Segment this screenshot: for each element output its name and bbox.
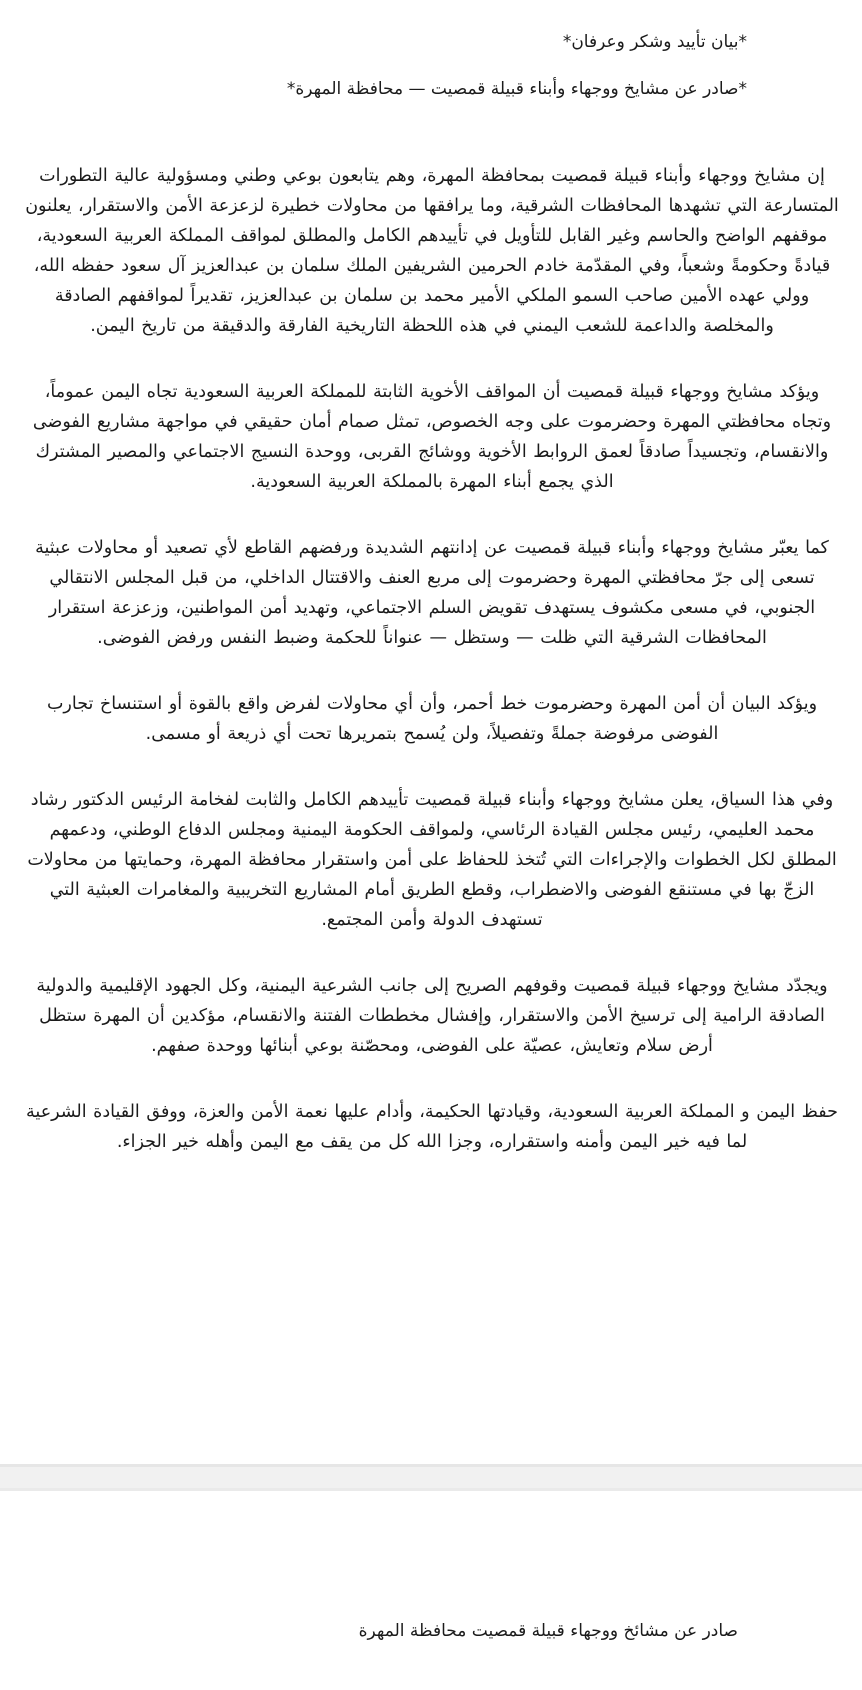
statement-paragraph-6: ويجدّد مشايخ ووجهاء قبيلة قمصيت وقوفهم الصريح إلى جانب الشرعية اليمنية، وكل الجهود الإقليمية والدولية الصادقة الرامية إلى ترسيخ الأمن والاستقرار، وإفشال مخططات الفتنة والانقسام، مؤكدين أن المهرة ستظل أرض سلام وتعايش، عصيّة على الفوضى، ومحصّنة بوعي أبنائها ووحدة صفهم.: [36, 976, 828, 1056]
footer-attribution: صادر عن مشائخ ووجهاء قبيلة قمصيت محافظة المهرة: [358, 1621, 738, 1641]
document-subtitle: *صادر عن مشايخ ووجهاء وأبناء قبيلة قمصيت — محافظة المهرة*: [286, 79, 747, 99]
statement-paragraph-5: وفي هذا السياق، يعلن مشايخ ووجهاء وأبناء قبيلة قمصيت تأييدهم الكامل والثابت لفخامة الرئيس الدكتور رشاد محمد العليمي، رئيس مجلس القيادة الرئاسي، ولمواقف الحكومة اليمنية ومجلس الدفاع الوطني، ودعمهم المطلق لكل الخطوات والإجراءات التي تُتخذ للحفاظ على أمن واستقرار محافظة المهرة، وحمايتها من محاولات الزجّ بها في مستنقع الفوضى والاضطراب، وقطع الطريق أمام المشاريع التخريبية والمغامرات العبثية التي تستهدف الدولة وأمن المجتمع.: [27, 790, 837, 930]
page-separator-band: [0, 1464, 862, 1491]
document-page: [0, 30, 862, 1690]
statement-paragraph-3: كما يعبّر مشايخ ووجهاء وأبناء قبيلة قمصيت عن إدانتهم الشديدة ورفضهم القاطع لأي تصعيد أو محاولات عبثية تسعى إلى جرّ محافظتي المهرة وحضرموت إلى مربع العنف والاقتتال الداخلي، من قبل المجلس الانتقالي الجنوبي، في مسعى مكشوف يستهدف تقويض السلم الاجتماعي، وتهديد أمن المواطنين، وزعزعة استقرار المحافظات الشرقية التي ظلت — وستظل — عنواناً للحكمة وضبط النفس ورفض الفوضى.: [35, 538, 829, 648]
statement-paragraph-4: ويؤكد البيان أن أمن المهرة وحضرموت خط أحمر، وأن أي محاولات لفرض واقع بالقوة أو استنساخ تجارب الفوضى مرفوضة جملةً وتفصيلاً، ولن يُسمح بتمريرها تحت أي ذريعة أو مسمى.: [46, 694, 818, 744]
statement-paragraph-7: حفظ اليمن و المملكة العربية السعودية، وقيادتها الحكيمة، وأدام عليها نعمة الأمن والعزة، ووفق القيادة الشرعية لما فيه خير اليمن وأمنه واستقراره، وجزا الله كل من يقف مع اليمن وأهله خير الجزاء.: [26, 1102, 838, 1152]
statement-paragraph-2: ويؤكد مشايخ ووجهاء قبيلة قمصيت أن المواقف الأخوية الثابتة للمملكة العربية السعودية تجاه اليمن عموماً، وتجاه محافظتي المهرة وحضرموت على وجه الخصوص، تمثل صمام أمان حقيقي في مواجهة مشاريع الفوضى والانقسام، وتجسيداً صادقاً لعمق الروابط الأخوية ووشائج القربى، ووحدة النسيج الاجتماعي والمصير المشترك الذي يجمع أبناء المهرة بالمملكة العربية السعودية.: [32, 382, 832, 492]
document-title: *بيان تأييد وشكر وعرفان*: [562, 32, 747, 52]
statement-paragraph-1: إن مشايخ ووجهاء وأبناء قبيلة قمصيت بمحافظة المهرة، وهم يتابعون بوعي وطني ومسؤولية عالية التطورات المتسارعة التي تشهدها المحافظات الشرقية، وما يرافقها من محاولات خطيرة لزعزعة الأمن والاستقرار، يعلنون موقفهم الواضح والحاسم وغير القابل للتأويل في تأييدهم الكامل والمطلق لمواقف المملكة العربية السعودية، قيادةً وحكومةً وشعباً، وفي المقدّمة خادم الحرمين الشريفين الملك سلمان بن عبدالعزيز آل سعود حفظه الله، وولي عهده الأمين صاحب السمو الملكي الأمير محمد بن سلمان بن عبدالعزيز، تقديراً لمواقفهم الصادقة والمخلصة والداعمة للشعب اليمني في هذه اللحظة التاريخية الفارقة والدقيقة من تاريخ اليمن.: [25, 166, 839, 336]
document-body: [0, 161, 862, 1157]
